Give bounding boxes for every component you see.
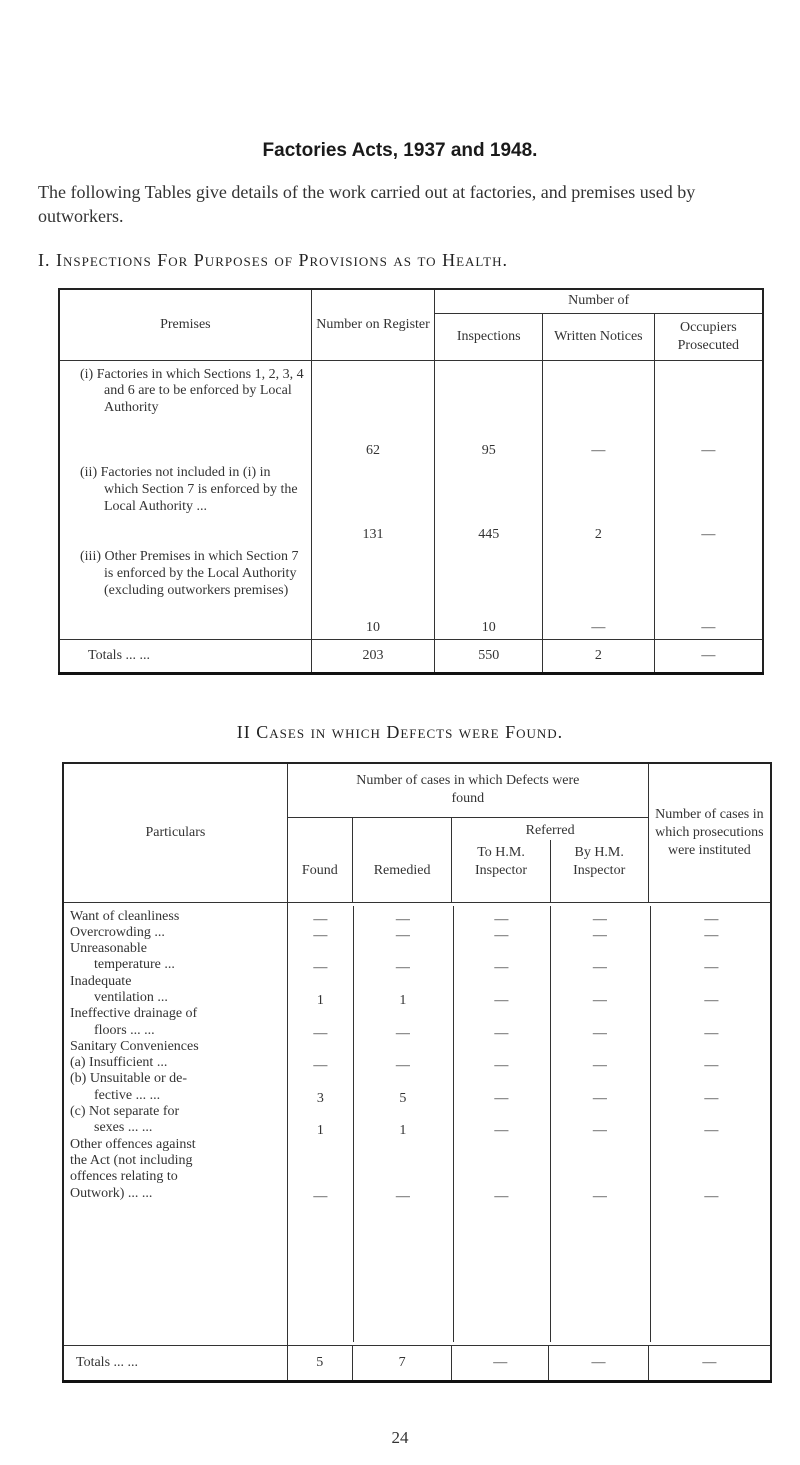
- cell-to: —: [494, 1025, 509, 1041]
- col-to-hm-inspector: To H.M. Inspector: [474, 844, 528, 878]
- cell-occupiers: —: [654, 543, 763, 639]
- cell-written: 2: [543, 459, 655, 543]
- row-label: (iii) Other Premises in which Section 7 is enforced by the Local Authority (excluding outworkers premises): [80, 549, 299, 598]
- total-register: 203: [311, 639, 435, 673]
- cell-remedied: —: [395, 1188, 410, 1204]
- col-by-hm-inspector: By H.M. Inspector: [550, 840, 648, 902]
- cell-found: 3: [316, 1090, 324, 1106]
- col-written-notices: Written Notices: [543, 313, 655, 360]
- page-title: Factories Acts, 1937 and 1948.: [262, 140, 538, 161]
- cell-occupiers: —: [654, 360, 763, 459]
- cell-to: —: [494, 1058, 509, 1074]
- list-item: Sanitary Conveniences (a) Insufficient ...: [70, 1038, 199, 1071]
- defects-table: [62, 762, 772, 1383]
- section-heading-defects: II Cases in which Defects were Found.: [236, 722, 564, 742]
- cell-by: —: [592, 993, 607, 1008]
- total-to-hm: —: [452, 1345, 549, 1381]
- cell-pros: —: [704, 911, 719, 927]
- cell-pros: —: [704, 1025, 719, 1041]
- list-item: Unreasonable temperature ...: [70, 941, 175, 973]
- col-defects-group: Number of cases in which Defects were found: [287, 763, 648, 817]
- total-found: 5: [287, 1345, 352, 1381]
- cell-pros: —: [704, 1058, 719, 1074]
- cell-occupiers: —: [654, 459, 763, 543]
- cell-to: —: [494, 911, 509, 927]
- health-inspections-table: [58, 288, 764, 675]
- cell-register: 62: [311, 360, 435, 459]
- cell-remedied: 5: [399, 1090, 407, 1106]
- col-found: Found: [287, 817, 352, 902]
- list-item: (c) Not separate for sexes ... ...: [70, 1104, 180, 1136]
- col-inspections: Inspections: [435, 313, 543, 360]
- cell-by: —: [592, 960, 607, 976]
- cell-register: 10: [311, 543, 435, 639]
- cell-found: —: [313, 911, 328, 927]
- cell-found: —: [313, 927, 328, 943]
- cell-remedied: —: [395, 1058, 410, 1074]
- list-item: Want of cleanliness: [70, 908, 180, 924]
- col-number-of: Number of: [435, 289, 763, 313]
- cell-by: —: [592, 927, 607, 943]
- cell-to: —: [494, 960, 509, 976]
- totals-row: [59, 639, 763, 673]
- cell-by: —: [592, 1025, 607, 1041]
- defect-values-grid: [288, 906, 770, 1342]
- cell-pros: —: [704, 1123, 719, 1139]
- cell-remedied: 1: [399, 1123, 407, 1139]
- cell-by: —: [592, 1058, 607, 1074]
- cell-to: —: [494, 927, 509, 943]
- col-register: Number on Register: [311, 289, 435, 360]
- cell-pros: —: [704, 1188, 719, 1204]
- list-item: Ineffective drainage of floors ... ...: [70, 1006, 198, 1038]
- cell-inspections: 95: [435, 360, 543, 459]
- cell-pros: —: [704, 960, 719, 976]
- particulars-list: [63, 902, 287, 1345]
- list-item: Inadequate ventilation ...: [70, 973, 168, 1005]
- totals-row: [63, 1345, 771, 1381]
- cell-remedied: —: [395, 1025, 410, 1041]
- cell-written: —: [543, 360, 655, 459]
- col-premises: Premises: [59, 289, 311, 360]
- totals-label: Totals ... ...: [76, 1354, 139, 1370]
- col-occupiers-prosecuted: Occupiers Prosecuted: [654, 313, 763, 360]
- cell-remedied: —: [395, 960, 410, 976]
- cell-to: —: [494, 1090, 509, 1106]
- cell-by: —: [592, 1123, 607, 1139]
- cell-by: —: [592, 1188, 607, 1204]
- cell-remedied: 1: [399, 993, 407, 1008]
- table-row: [59, 459, 763, 543]
- page-number: 24: [391, 1428, 409, 1447]
- col-particulars: Particulars: [63, 763, 287, 902]
- table-row: [59, 360, 763, 459]
- list-item: Overcrowding ...: [70, 924, 165, 940]
- cell-pros: —: [704, 993, 719, 1008]
- cell-inspections: 445: [435, 459, 543, 543]
- cell-inspections: 10: [435, 543, 543, 639]
- total-remedied: 7: [352, 1345, 452, 1381]
- intro-paragraph: The following Tables give details of the work carried out at factories, and premises used by outworkers.: [38, 182, 696, 226]
- table-body: [63, 902, 771, 1345]
- total-occupiers: —: [654, 639, 763, 673]
- row-label: (ii) Factories not included in (i) in which Section 7 is enforced by the Local Authority ...: [80, 465, 298, 514]
- total-written: 2: [543, 639, 655, 673]
- list-item: (b) Unsuitable or de- fective ... ...: [70, 1071, 188, 1103]
- total-inspections: 550: [435, 639, 543, 673]
- total-by-hm: —: [549, 1345, 649, 1381]
- row-label: (i) Factories in which Sections 1, 2, 3, 4 and 6 are to be enforced by Local Authority: [80, 366, 304, 416]
- cell-to: —: [494, 993, 509, 1008]
- totals-label: Totals ... ...: [88, 647, 151, 663]
- cell-found: 1: [316, 993, 324, 1008]
- cell-written: —: [543, 543, 655, 639]
- cell-found: —: [313, 960, 328, 976]
- cell-found: —: [313, 1058, 328, 1074]
- list-item: Other offences against the Act (not including offences relating to Outwork) ... ...: [70, 1136, 196, 1201]
- cell-remedied: —: [395, 927, 410, 943]
- total-prosecutions: —: [648, 1345, 771, 1381]
- cell-pros: —: [704, 1090, 719, 1106]
- cell-to: —: [494, 1123, 509, 1139]
- cell-register: 131: [311, 459, 435, 543]
- cell-by: —: [592, 1090, 607, 1106]
- col-referred: Referred: [525, 822, 575, 838]
- cell-found: —: [313, 1188, 328, 1204]
- table-row: [59, 543, 763, 639]
- col-remedied: Remedied: [352, 817, 452, 902]
- col-prosecutions: Number of cases in which prosecutions were instituted: [648, 763, 771, 902]
- section-heading-health: I. Inspections For Purposes of Provisions as to Health.: [38, 250, 508, 270]
- cell-remedied: —: [395, 911, 410, 927]
- cell-pros: —: [704, 927, 719, 943]
- cell-found: —: [313, 1025, 328, 1041]
- cell-found: 1: [316, 1123, 324, 1139]
- cell-by: —: [592, 911, 607, 927]
- cell-to: —: [494, 1188, 509, 1204]
